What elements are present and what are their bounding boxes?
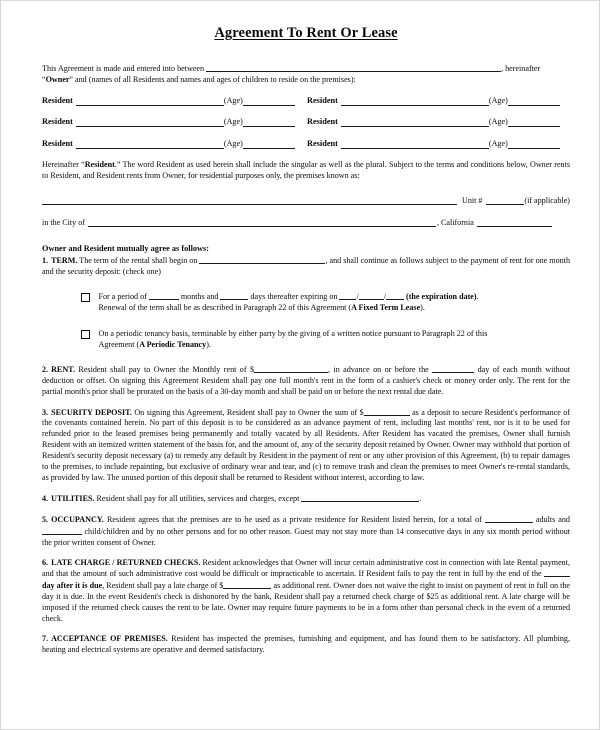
rent-due-day-blank[interactable]: [432, 364, 474, 373]
resident-age-blank[interactable]: [243, 118, 295, 127]
resident-entry: [307, 117, 570, 127]
months-blank[interactable]: [149, 291, 179, 300]
rent-after-day: day of each month without deduction or offset. On signing this Agreement Resident shall pay one full month's rent in the form of a cashier's check or money order only. The rent for the partial month's prior shall be prorated on the basis of a 30-day month and shall be paid on or before the next rental due date.: [42, 364, 570, 396]
resident-label: Resident: [42, 95, 73, 105]
hereinafter-paragraph: [42, 160, 570, 182]
unit-number-blank[interactable]: [486, 196, 524, 205]
resident-age-blank[interactable]: [508, 140, 560, 149]
resident-name-blank[interactable]: [341, 97, 489, 106]
fixed-term-a: For a period of: [98, 291, 149, 301]
section-7-text: Resident has inspected the premises, furnishing and equipment, and has found them to be satisfactory. All plumbing, heating and electrical systems are operative and deemed satisfactory.: [42, 633, 570, 654]
intro-line2-rest: and (names of all Residents and names and ages of children to reside on the premises):: [73, 74, 356, 84]
resident-row: [42, 139, 570, 149]
quote-close: ”: [69, 74, 74, 84]
checkbox-fixed-term[interactable]: [81, 293, 90, 302]
age-label: (Age): [223, 95, 243, 105]
expiration-date-term: (the expiration date): [406, 291, 477, 301]
resident-label: Resident: [307, 117, 338, 127]
section-5-number: 5.: [42, 514, 49, 524]
expire-year-blank[interactable]: [383, 291, 404, 301]
expire-day-blank[interactable]: [359, 291, 384, 300]
occupancy-after-children: child/children and by no other persons and for no other reason. Guest may not stay more than 14 consecutive days in any six month period without the prior written consent of Owner.: [42, 526, 570, 547]
resident-term: Resident: [84, 160, 115, 170]
section-6-text: Resident acknowledges that Owner will incur certain administrative cost in connection with late Rental payment, and that the amount of such administrative cost would be difficult or impracticable to ascertain. If Resident fails to pay the rent in full by the end of the: [42, 557, 570, 579]
section-rent: [42, 364, 570, 398]
resident-name-blank[interactable]: [76, 118, 224, 127]
late-after-amount: as additional rent. Owner does not waive the right to insist on payment of rent in full on the day it is due. In the event Resident's check is dishonored by the bank, Resident shall pay a returned check charge of $25 as additional rent. A late charge will be imposed if the returned check causes the rent to be late. Owner may require future payments to be in a form other than personal check in the event of a returned check.: [42, 581, 571, 624]
utilities-exception-blank[interactable]: [301, 493, 422, 503]
fixed-term-c: days thereafter expiring on: [248, 291, 340, 301]
section-term: [42, 255, 570, 278]
section-7-heading: ACCEPTANCE OF PREMISES.: [51, 633, 168, 643]
intro-text-after: , hereinafter: [501, 64, 541, 73]
section-7-number: 7.: [42, 633, 49, 643]
fixed-term-lease-term: A Fixed Term Lease: [351, 303, 421, 313]
section-occupancy: [42, 514, 570, 549]
adults-count-blank[interactable]: [485, 514, 533, 523]
resident-age-blank[interactable]: [508, 97, 560, 106]
term-begin-date-blank[interactable]: [199, 255, 325, 264]
late-charge-amount-blank[interactable]: [223, 580, 271, 589]
periodic-line2-end: ).: [206, 340, 211, 350]
city-label: in the City of: [42, 218, 85, 228]
section-2-heading: RENT.: [51, 364, 75, 374]
utilities-end: .: [419, 493, 422, 503]
hereinafter-after: .” The word Resident as used herein shall include the singular as well as the plural. Subject to the terms and conditions below, Owner rents to Resident, and Resident rents from Owner, for residential purposes only, the premises known as:: [42, 160, 570, 181]
term-option-fixed[interactable]: [42, 291, 570, 314]
section-5-heading: OCCUPANCY.: [51, 514, 104, 524]
resident-row: [42, 117, 570, 127]
resident-row: [42, 96, 570, 106]
resident-name-blank[interactable]: [76, 140, 224, 149]
section-utilities: [42, 493, 570, 505]
city-blank[interactable]: [88, 218, 436, 227]
expire-month-blank[interactable]: [339, 291, 359, 301]
section-1-before: The term of the rental shall begin on: [77, 256, 200, 266]
deposit-amount-blank[interactable]: [364, 407, 410, 416]
term-option-periodic[interactable]: [42, 328, 570, 351]
if-applicable-label: (if applicable): [524, 196, 570, 206]
fixed-term-end: .: [476, 291, 479, 301]
party-name-blank[interactable]: [206, 63, 501, 72]
section-1-after: , and shall continue as follows subject to the payment of rent for one month and the security deposit: (check one): [42, 256, 570, 276]
section-4-number: 4.: [42, 493, 49, 503]
day-after-due-term: day after it is due: [42, 581, 103, 591]
zip-blank[interactable]: [477, 218, 552, 227]
owner-term: Owner: [45, 74, 70, 84]
document-content: [1, 1, 599, 656]
resident-entry: [307, 96, 570, 106]
late-after-day: , Resident shall pay a late charge of $: [102, 581, 224, 591]
fixed-term-line2-a: Renewal of the term shall be as described in Paragraph 22 of this Agreement (: [98, 303, 352, 313]
periodic-tenancy-term: A Periodic Tenancy: [139, 340, 207, 350]
premises-address-blank[interactable]: [42, 196, 457, 205]
days-blank[interactable]: [220, 291, 248, 300]
resident-age-blank[interactable]: [508, 118, 560, 127]
resident-list: [42, 96, 570, 149]
page-title: Agreement To Rent Or Lease: [214, 25, 398, 41]
resident-label: Resident: [307, 95, 338, 105]
intro-paragraph: [42, 63, 570, 86]
periodic-line1: On a periodic tenancy basis, terminable by either party by the giving of a written notice pursuant to Paragraph 22 of this: [98, 328, 488, 338]
resident-entry: [42, 139, 307, 149]
resident-entry: [42, 96, 307, 106]
section-3-text: On signing this Agreement, Resident shall pay to Owner the sum of $: [131, 407, 364, 417]
section-6-number: 6.: [42, 557, 49, 567]
resident-name-blank[interactable]: [341, 118, 489, 127]
section-5-text: Resident agrees that the premises are to be used as a private residence for Resident listed herein, for a total of: [103, 514, 485, 524]
hereinafter-before: Hereinafter “: [42, 160, 85, 170]
children-count-blank[interactable]: [42, 526, 82, 535]
state-label: , California: [436, 218, 474, 228]
resident-name-blank[interactable]: [341, 140, 489, 149]
age-label: (Age): [488, 138, 508, 148]
section-3-number: 3.: [42, 407, 49, 417]
city-state-row: [42, 218, 570, 227]
section-2-number: 2.: [42, 364, 49, 374]
section-1-number: 1.: [42, 256, 49, 266]
resident-entry: [42, 117, 307, 127]
resident-name-blank[interactable]: [76, 97, 224, 106]
rent-after-amount: , in advance on or before the: [328, 364, 433, 374]
section-security-deposit: [42, 407, 570, 484]
security-after-amount: as a deposit to secure Resident's performance of the covenants contained herein. No part of this deposit is to be considered as an advance payment of rent, including last months' rent, nor is it to be used for refunded prior to the leased premises being permanently and totally vacated by all Residents. After Resident has vacated the premises, Owner shall furnish Resident with an itemized written statement of the basis for, and the amount of, any of the security deposit retained by Owner. Owner may withhold that portion of Resident's security deposit necessary (a) to remedy any default by Resident in the payment of rent or any other provision of this Agreement, (b) to repair damages to the premises, to include repainting, but exclusive of ordinary wear and tear, and (c) to remove trash and clean the premises to meet Owner's re-rental standards, as provided by law. The unused portion of this deposit shall be returned to Resident without interest, according to law.: [42, 407, 571, 482]
age-label: (Age): [223, 117, 243, 127]
checkbox-periodic-tenancy[interactable]: [81, 330, 90, 339]
section-3-heading: SECURITY DEPOSIT.: [51, 407, 132, 417]
resident-age-blank[interactable]: [243, 97, 295, 106]
intro-text-before: This Agreement is made and entered into between: [42, 64, 207, 73]
periodic-line2-a: Agreement (: [98, 340, 140, 350]
section-4-heading: UTILITIES.: [51, 493, 95, 503]
unit-number-label: Unit #: [462, 196, 483, 206]
section-late-charge: [42, 558, 570, 625]
age-label: (Age): [488, 95, 508, 105]
section-1-heading: TERM.: [51, 256, 78, 266]
section-4-text: Resident shall pay for all utilities, services and charges, except: [94, 493, 302, 503]
section-6-heading: LATE CHARGE / RETURNED CHECKS.: [51, 557, 201, 567]
resident-label: Resident: [42, 117, 73, 127]
resident-label: Resident: [307, 138, 338, 148]
late-day-blank[interactable]: [544, 568, 570, 577]
age-label: (Age): [223, 138, 243, 148]
resident-entry: [307, 139, 570, 149]
occupancy-after-adults: adults and: [532, 514, 570, 524]
fixed-term-b: months and: [178, 291, 221, 301]
mutual-agreement-heading: Owner and Resident mutually agree as follows:: [42, 244, 210, 254]
resident-age-blank[interactable]: [243, 140, 295, 149]
section-2-text: Resident shall pay to Owner the Monthly rent of $: [75, 364, 254, 374]
monthly-rent-amount-blank[interactable]: [254, 364, 328, 373]
age-label: (Age): [488, 117, 508, 127]
premises-address-row: [42, 196, 570, 205]
quote-open: “: [42, 74, 46, 84]
section-acceptance: [42, 634, 570, 656]
resident-label: Resident: [42, 138, 73, 148]
slash-2: /: [383, 291, 386, 301]
slash-1: /: [356, 291, 359, 301]
fixed-term-line2-end: ).: [420, 303, 425, 313]
